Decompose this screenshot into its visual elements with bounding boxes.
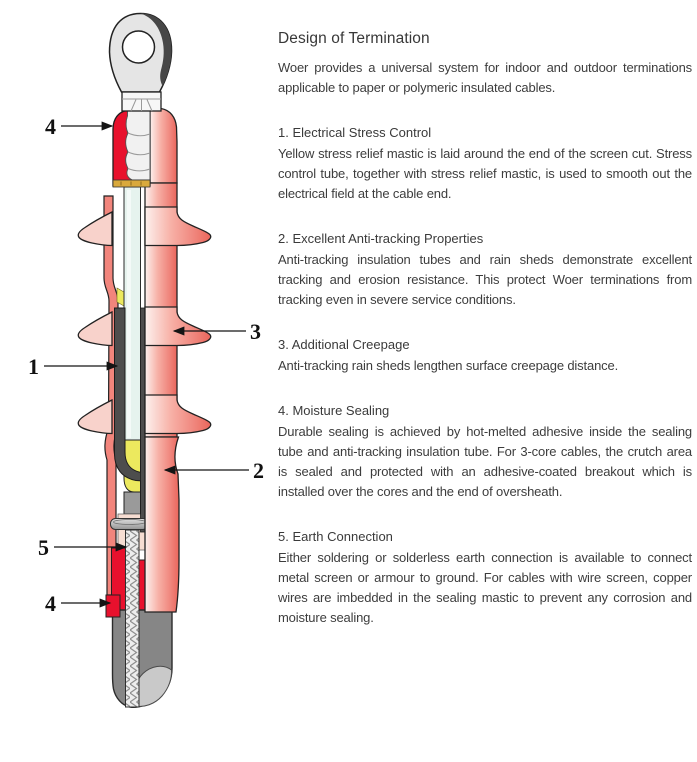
rain-shed-1 — [145, 207, 211, 246]
insulation-tube-highlight — [127, 190, 131, 438]
insulation-tube — [124, 187, 141, 442]
section-earth-connection — [278, 527, 692, 628]
sealing-tube-top — [150, 109, 177, 184]
callout-label: 2 — [253, 458, 264, 483]
section-heading: 1. Electrical Stress Control — [278, 125, 432, 140]
anti-tracking-tube-lower — [145, 437, 179, 612]
section-additional-creepage — [278, 335, 692, 376]
section-body: Yellow stress relief mastic is laid around the end of the screen cut. Stress control tube, together with stress relief mastic, is used to smooth out the electrical field at the cable end. — [278, 146, 692, 201]
screen-end — [124, 492, 141, 514]
cut-edge-strip — [141, 308, 146, 532]
rain-shed-2 — [145, 307, 211, 346]
termination-figure — [0, 0, 270, 757]
intro-paragraph: Woer provides a universal system for indoor and outdoor terminations applicable to paper or polymeric insulated cables. — [278, 60, 692, 95]
callout-label: 5 — [38, 535, 49, 560]
section-body: Anti-tracking rain sheds lengthen surface creepage distance. — [278, 358, 619, 373]
callout-1 — [28, 354, 117, 379]
callout-label: 1 — [28, 354, 39, 379]
callout-2 — [165, 458, 264, 483]
rain-shed-1-left — [78, 212, 112, 246]
rain-shed-2-left — [78, 312, 112, 346]
section-heading: 2. Excellent Anti-tracking Properties — [278, 231, 484, 246]
callout-label: 4 — [45, 591, 56, 616]
section-body: Durable sealing is achieved by hot-melted adhesive inside the sealing tube and anti-tracking insulation tube. For 3-core cables, the crutch area is sealed and protected with an adhesive-coated breakout which is installed over the cores and the end of oversheath. — [278, 424, 692, 499]
section-electrical-stress-control — [278, 123, 692, 204]
earth-braid — [126, 530, 140, 707]
sealing-mastic-oversheath — [106, 595, 120, 617]
section-body: Either soldering or solderless earth connection is available to connect metal screen or armour to ground. For cables with wire screen, copper wires are imbedded in the sealing mastic to prevent any corrosion and moisture sealing. — [278, 550, 692, 625]
section-moisture-sealing — [278, 401, 692, 502]
section-heading: 3. Additional Creepage — [278, 337, 410, 352]
section-heading: 4. Moisture Sealing — [278, 403, 390, 418]
section-body: Anti-tracking insulation tubes and rain sheds demonstrate excellent tracking and erosion resistance. This protect Woer terminations from tracking even in severe service conditions. — [278, 252, 692, 307]
rain-shed-3 — [145, 395, 211, 434]
section-anti-tracking-properties — [278, 229, 692, 310]
content-column — [278, 28, 692, 628]
callout-4-top — [45, 114, 112, 139]
callout-4-bottom — [45, 591, 110, 616]
callout-label: 4 — [45, 114, 56, 139]
page-title: Design of Termination — [278, 30, 430, 47]
rain-shed-3-left — [78, 400, 112, 434]
callout-label: 3 — [250, 319, 261, 344]
termination-diagram — [0, 0, 270, 757]
lug-hole — [123, 31, 155, 63]
section-heading: 5. Earth Connection — [278, 529, 393, 544]
